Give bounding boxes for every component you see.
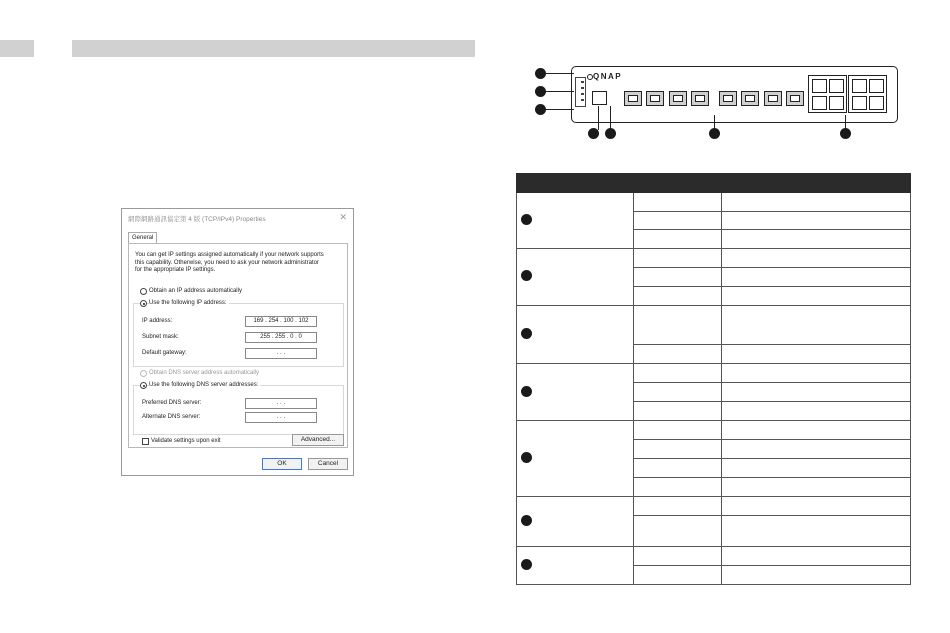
default-gateway-label: Default gateway:	[142, 350, 187, 356]
rj45-port	[719, 91, 737, 106]
table-cell	[722, 478, 911, 497]
led-icon	[581, 99, 584, 101]
column-header	[634, 174, 722, 193]
intro-line-3: for the appropriate IP settings.	[135, 267, 216, 273]
table-cell	[634, 230, 722, 249]
rj45-port	[646, 91, 664, 106]
table-cell	[722, 364, 911, 383]
callout-badge	[521, 386, 532, 397]
brand-label: QNAP	[593, 72, 623, 81]
validate-checkbox[interactable]	[142, 438, 149, 445]
ip-address-field[interactable]: 169 . 254 . 100 . 102	[245, 316, 317, 327]
preferred-dns-label: Preferred DNS server:	[142, 400, 202, 406]
tab-general[interactable]: General	[128, 232, 157, 244]
table-header-row	[517, 174, 911, 193]
table-row	[517, 364, 911, 383]
use-ip-radio[interactable]	[140, 300, 147, 307]
table-cell	[634, 267, 722, 286]
led-indicator-block	[575, 77, 586, 107]
table-cell	[634, 402, 722, 421]
callout-marker	[588, 128, 599, 139]
sfp-port-block	[808, 75, 847, 113]
led-icon	[581, 87, 584, 89]
table-cell	[634, 211, 722, 230]
table-cell	[722, 547, 911, 566]
spec-table	[516, 173, 911, 585]
sfp-port	[869, 96, 884, 110]
switch-front-panel	[571, 66, 898, 123]
rj45-port	[691, 91, 709, 106]
obtain-ip-label: Obtain an IP address automatically	[149, 288, 242, 294]
callout-marker	[840, 128, 851, 139]
sfp-port	[829, 96, 844, 110]
callout-marker	[535, 104, 546, 115]
intro-line-1: You can get IP settings assigned automatically if your network supports	[135, 252, 324, 258]
column-header	[517, 174, 634, 193]
table-cell	[722, 211, 911, 230]
validate-label: Validate settings upon exit	[151, 438, 221, 444]
table-cell	[722, 248, 911, 267]
sfp-port	[852, 96, 867, 110]
table-cell	[722, 566, 911, 585]
sfp-port	[852, 79, 867, 93]
callout-badge	[521, 214, 532, 225]
ok-button[interactable]: OK	[262, 458, 302, 470]
callout-badge	[521, 328, 532, 339]
led-icon	[581, 81, 584, 83]
page-section-tab	[0, 40, 34, 57]
callout-leader	[546, 91, 574, 92]
rj45-port	[624, 91, 642, 106]
group-cell	[517, 305, 634, 364]
section-header-bar	[72, 40, 475, 57]
table-cell	[634, 344, 722, 364]
dialog-title: 網際網路通訊協定第 4 版 (TCP/IPv4) Properties	[128, 216, 266, 223]
rj45-port	[741, 91, 759, 106]
general-panel	[128, 243, 348, 448]
callout-marker	[709, 128, 720, 139]
table-cell	[722, 305, 911, 344]
table-row	[517, 248, 911, 267]
table-cell	[722, 286, 911, 305]
use-dns-radio[interactable]	[140, 382, 147, 389]
group-cell	[517, 497, 634, 547]
obtain-dns-label: Obtain DNS server address automatically	[149, 370, 260, 376]
dns-group-box	[133, 385, 344, 435]
callout-marker	[605, 128, 616, 139]
ip-address-label: IP address:	[142, 318, 173, 324]
intro-line-2: this capability. Otherwise, you need to ask your network administrator	[135, 259, 319, 266]
table-cell	[634, 305, 722, 344]
rj45-port	[764, 91, 782, 106]
table-cell	[634, 383, 722, 402]
table-cell	[634, 497, 722, 516]
table-cell	[722, 267, 911, 286]
table-cell	[722, 344, 911, 364]
close-icon[interactable]: ✕	[339, 212, 347, 222]
table-cell	[634, 193, 722, 212]
table-cell	[634, 248, 722, 267]
rj45-port	[786, 91, 804, 106]
tcpip-properties-dialog	[121, 208, 354, 476]
callout-badge	[521, 270, 532, 281]
callout-leader	[598, 106, 599, 130]
sfp-port	[812, 96, 827, 110]
table-cell	[722, 193, 911, 212]
table-cell	[722, 230, 911, 249]
table-cell	[722, 497, 911, 516]
callout-marker	[535, 68, 546, 79]
group-cell	[517, 421, 634, 497]
table-cell	[634, 421, 722, 440]
preferred-dns-field[interactable]: . . .	[245, 398, 317, 409]
table-cell	[722, 440, 911, 459]
cancel-button[interactable]: Cancel	[308, 458, 348, 470]
sfp-port	[812, 79, 827, 93]
table-row	[517, 305, 911, 344]
table-cell	[634, 566, 722, 585]
callout-marker	[535, 86, 546, 97]
table-cell	[634, 459, 722, 478]
sfp-port-block	[848, 75, 887, 113]
obtain-ip-radio[interactable]	[140, 288, 147, 295]
use-dns-label: Use the following DNS server addresses:	[149, 382, 259, 388]
table-cell	[722, 421, 911, 440]
table-row	[517, 497, 911, 516]
callout-leader	[546, 73, 574, 74]
sfp-port	[869, 79, 884, 93]
obtain-dns-radio[interactable]	[140, 370, 147, 377]
callout-badge	[521, 452, 532, 463]
group-cell	[517, 547, 634, 585]
management-port	[592, 91, 607, 105]
table-cell	[722, 402, 911, 421]
table-cell	[634, 440, 722, 459]
alternate-dns-label: Alternate DNS server:	[142, 414, 201, 420]
callout-badge	[521, 559, 532, 570]
callout-badge	[521, 515, 532, 526]
sfp-port	[829, 79, 844, 93]
table-cell	[634, 364, 722, 383]
group-cell	[517, 193, 634, 249]
callout-leader	[610, 106, 611, 130]
table-cell	[634, 286, 722, 305]
subnet-mask-label: Subnet mask:	[142, 334, 179, 340]
table-cell	[634, 478, 722, 497]
column-header	[722, 174, 911, 193]
alternate-dns-field[interactable]: . . .	[245, 412, 317, 423]
table-row	[517, 193, 911, 212]
table-cell	[722, 383, 911, 402]
table-row	[517, 421, 911, 440]
group-cell	[517, 248, 634, 305]
subnet-mask-field[interactable]: 255 . 255 . 0 . 0	[245, 332, 317, 343]
callout-leader	[546, 109, 574, 110]
advanced-button[interactable]: Advanced...	[292, 434, 344, 446]
table-cell	[722, 459, 911, 478]
rj45-port	[669, 91, 687, 106]
table-cell	[634, 547, 722, 566]
default-gateway-field[interactable]: . . .	[245, 348, 317, 359]
table-row	[517, 547, 911, 566]
use-ip-label: Use the following IP address:	[149, 300, 227, 306]
group-cell	[517, 364, 634, 421]
table-cell	[634, 516, 722, 547]
led-icon	[581, 93, 584, 95]
table-cell	[722, 516, 911, 547]
